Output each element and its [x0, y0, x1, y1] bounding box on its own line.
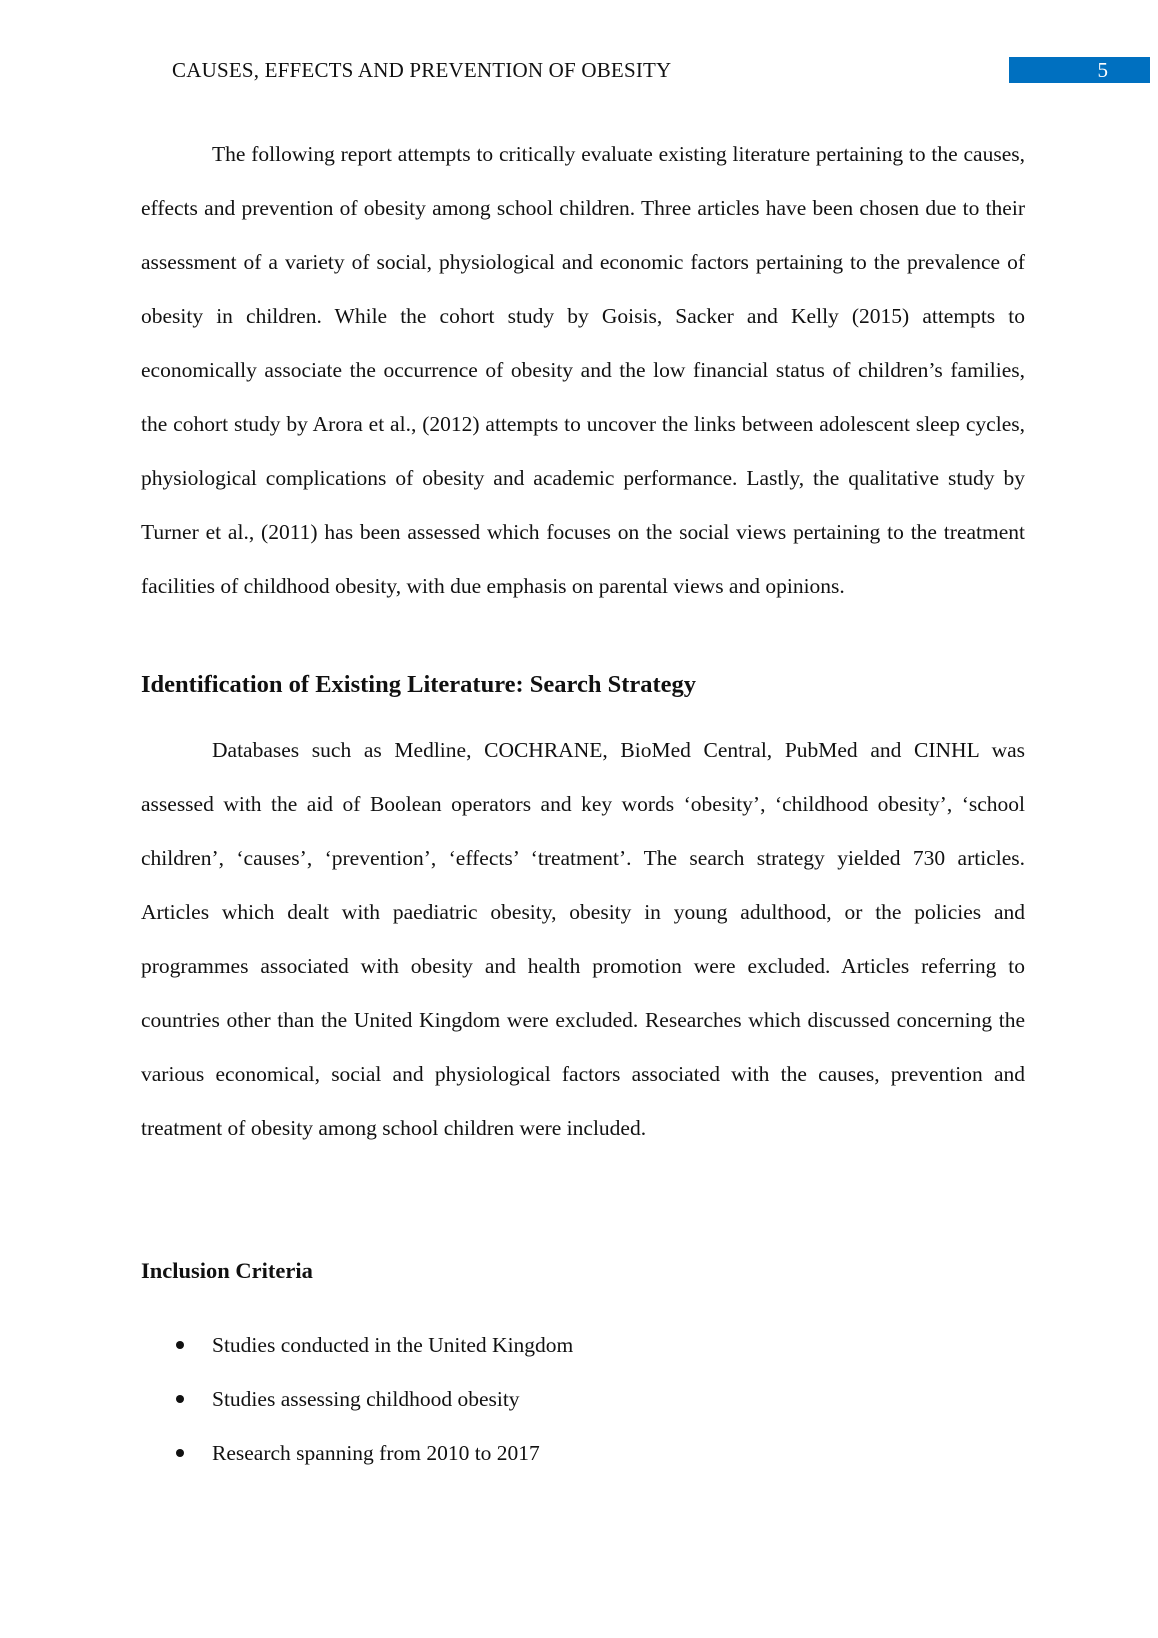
bullet-icon	[176, 1341, 184, 1349]
list-item-text: Research spanning from 2010 to 2017	[212, 1441, 540, 1465]
bullet-icon	[176, 1395, 184, 1403]
page-number: 5	[1009, 57, 1150, 83]
search-strategy-heading: Identification of Existing Literature: Search Strategy	[141, 671, 697, 698]
search-strategy-section	[141, 723, 1025, 1155]
intro-paragraph	[141, 127, 1025, 613]
inclusion-criteria-heading: Inclusion Criteria	[141, 1258, 313, 1283]
list-item-text: Studies conducted in the United Kingdom	[212, 1333, 574, 1357]
bullet-icon	[176, 1449, 184, 1457]
intro-text: The following report attempts to critically evaluate existing literature pertaining to the causes, effects and prevention of obesity among school children. Three articles have been chosen due to their assessment of a variety of social, physiological and economic factors pertaining to the prevalence of obesity in children. While the cohort study by Goisis, Sacker and Kelly (2015) attempts to economically associate the occurrence of obesity and the low financial status of children’s families, the cohort study by Arora et al., (2012) attempts to uncover the links between adolescent sleep cycles, physiological complications of obesity and academic performance. Lastly, the qualitative study by Turner et al., (2011) has been assessed which focuses on the social views pertaining to the treatment facilities of childhood obesity, with due emphasis on parental views and opinions.	[141, 142, 1025, 598]
search-strategy-text: Databases such as Medline, COCHRANE, BioMed Central, PubMed and CINHL was assessed with the aid of Boolean operators and key words ‘obesity’, ‘childhood obesity’, ‘school children’, ‘causes’, ‘prevention’, ‘effects’ ‘treatment’. The search strategy yielded 730 articles. Articles which dealt with paediatric obesity, obesity in young adulthood, or the policies and programmes associated with obesity and health promotion were excluded. Articles referring to countries other than the United Kingdom were excluded. Researches which discussed concerning the various economical, social and physiological factors associated with the causes, prevention and treatment of obesity among school children were included.	[141, 738, 1025, 1140]
list-item-text: Studies assessing childhood obesity	[212, 1387, 520, 1411]
search-strategy-paragraph	[141, 723, 1025, 1155]
running-head: CAUSES, EFFECTS AND PREVENTION OF OBESITY	[172, 58, 672, 82]
intro-section	[141, 127, 1025, 613]
